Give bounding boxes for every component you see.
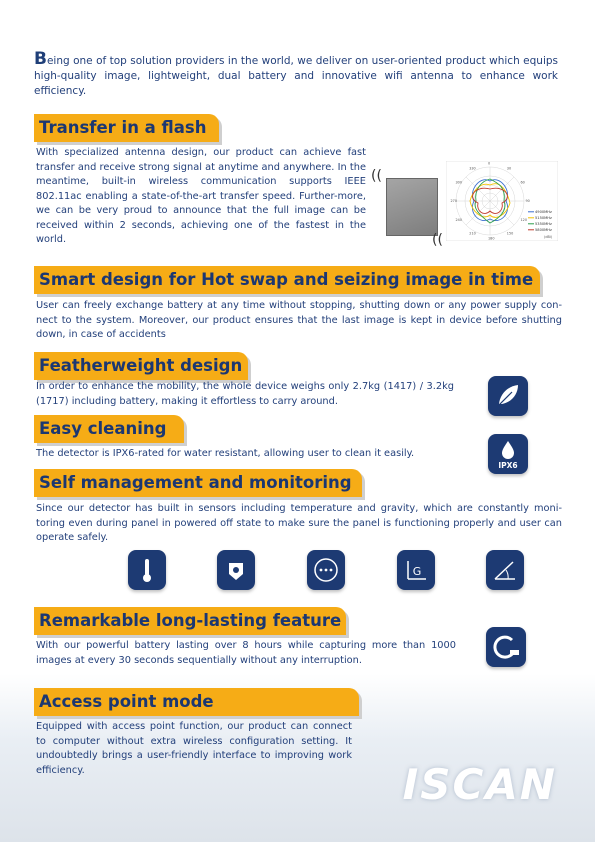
section-text-battery: With our powerful battery lasting over 8 hours while capturing more than 1000 images at every 30 seconds sequentially without any interruption. — [36, 640, 456, 666]
section-title-cleaning: Easy cleaning — [34, 415, 184, 443]
section-text-cleaning: The detector is IPX6-rated for water resistant, allowing user to clean it easily. — [36, 448, 415, 459]
battery-refresh-icon — [486, 627, 526, 667]
water-drop-ipx6-icon — [488, 434, 528, 474]
polar-angle-label: 0 — [488, 161, 491, 166]
sensor-dots-icon — [307, 550, 345, 590]
polar-legend-label: 5350MHz — [535, 222, 552, 226]
polar-angle-label: 210 — [469, 231, 476, 236]
section-title-battery: Remarkable long-lasting feature — [34, 607, 346, 635]
section-title-featherweight: Featherweight design — [34, 352, 248, 380]
intro-text: eing one of top solution providers in the world, we deliver on user-oriented product which equips high-quality image, lightweight, dual battery and innovative wifi antenna to enhance work efficiency. — [34, 55, 558, 97]
polar-angle-label: 30 — [506, 166, 512, 171]
angle-tilt-icon — [486, 550, 524, 590]
detector-panel-image — [386, 178, 438, 236]
section-title-transfer: Transfer in a flash — [34, 114, 219, 142]
antenna-radiation-polar-chart — [446, 161, 558, 241]
polar-angle-label: 180 — [488, 236, 495, 241]
polar-legend-label: 5800MHz — [535, 228, 552, 232]
section-text-transfer: With specialized antenna design, our product can achieve fast transfer and receive strong signal at anytime and anywhere. In the meantime, built-in wireless communication supports IEEE 802.11ac enabling a state-of-the-art transfer speed. Further-more, we can be very proud to announce that the full image can be received within 2 seconds, achieving one of the fastest in the world. — [36, 147, 366, 245]
ipx6-badge-text: IPX6 — [498, 461, 518, 470]
polar-angle-label: 120 — [520, 218, 527, 222]
section-text-selfmanagement: Since our detector has built in sensors including temperature and gravity, which are constantly moni-toring even during panel in powered off state to make sure the panel is functioning properly and user can operate safely. — [36, 503, 562, 543]
intro-paragraph — [34, 49, 558, 99]
section-title-hotswap: Smart design for Hot swap and seizing image in time — [34, 266, 540, 294]
section-text-hotswap: User can freely exchange battery at any time without stopping, shutting down or any power supply con-nect to the system. Moreover, our product ensures that the last image is kept in device before shutting down, in case of accidents — [36, 300, 562, 340]
section-text-featherweight: In order to enhance the mobility, the whole device weighs only 2.7kg (1417) / 3.2kg (1717) including battery, making it effortless to carry around. — [36, 381, 454, 407]
feather-icon — [488, 376, 528, 416]
wifi-signal-icon: (( — [432, 232, 443, 248]
polar-angle-label: 240 — [455, 218, 462, 222]
polar-unit-label: (dBi) — [544, 235, 553, 239]
polar-legend-label: 5150MHz — [535, 216, 552, 220]
section-text-accesspoint: Equipped with access point function, our product can connect to computer without extra wireless configuration setting. It undoubtedly brings a user-friendly interface to improving work efficiency. — [36, 721, 352, 776]
polar-angle-label: 330 — [469, 166, 476, 171]
gravity-sensor-icon — [397, 550, 435, 590]
polar-angle-label: 60 — [520, 180, 525, 185]
intro-dropcap: B — [34, 49, 47, 69]
polar-angle-label: 150 — [506, 231, 514, 236]
section-title-selfmanagement: Self management and monitoring — [34, 469, 362, 497]
gauge-shield-icon — [217, 550, 255, 590]
polar-angle-label: 270 — [450, 199, 457, 204]
wifi-signal-icon: (( — [371, 168, 382, 184]
polar-angle-label: 90 — [525, 199, 530, 204]
section-title-accesspoint: Access point mode — [34, 688, 359, 716]
svg-text:G: G — [412, 565, 422, 578]
polar-legend-label: 4900MHz — [535, 210, 552, 214]
polar-angle-label: 300 — [455, 180, 462, 185]
iscan-logo: ISCAN — [402, 760, 557, 809]
thermometer-icon — [128, 550, 166, 590]
